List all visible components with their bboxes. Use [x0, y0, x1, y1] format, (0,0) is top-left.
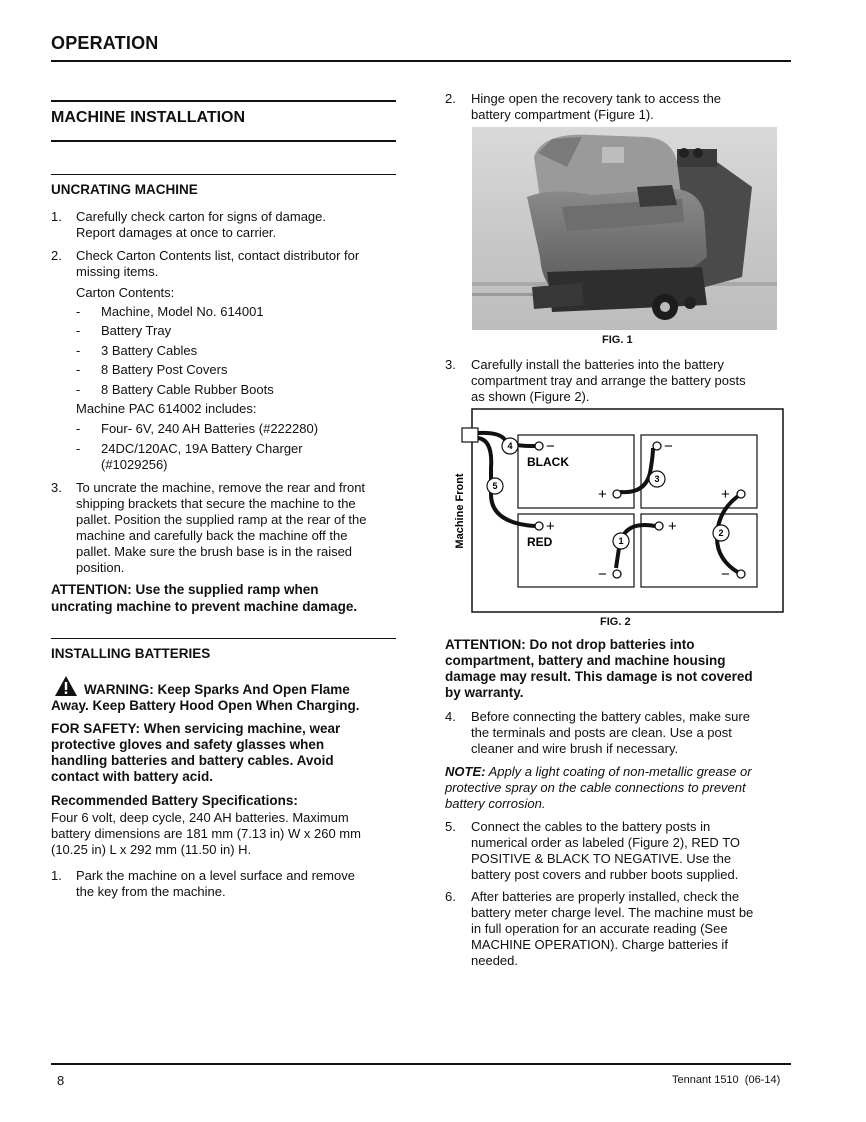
note-text: Apply a light coating of non-metallic grease or: [485, 764, 752, 779]
list-dash: -: [76, 304, 81, 319]
list-item: Battery Tray: [101, 323, 172, 338]
attention-line: compartment, battery and machine housing: [445, 653, 726, 668]
step-text: shipping brackets that secure the machine to the: [76, 496, 356, 511]
list-item: 8 Battery Cable Rubber Boots: [101, 382, 274, 397]
note-text: protective spray on the cable connections to prevent: [445, 780, 746, 795]
step-text: position.: [76, 560, 125, 575]
step-number: 4.: [445, 709, 456, 724]
spec-text: [51, 810, 361, 858]
installing-rule: [51, 638, 396, 639]
post: [535, 442, 543, 450]
post: [737, 570, 745, 578]
cable-number: 2: [718, 528, 724, 538]
step-text: Check Carton Contents list, contact distributor for: [76, 248, 360, 263]
header-rule: [51, 60, 791, 62]
step-text: the key from the machine.: [76, 884, 226, 899]
section-rule-bottom: [51, 140, 396, 142]
step-number: 3.: [51, 480, 62, 495]
attention-line: uncrating machine to prevent machine damage.: [51, 599, 358, 614]
minus-sign: −: [721, 566, 730, 583]
step-text: machine and carefully back the machine off the: [76, 528, 348, 543]
spec-line: Four 6 volt, deep cycle, 240 AH batteries. Maximum: [51, 810, 349, 825]
step-number: 1.: [51, 209, 62, 224]
list-item: 3 Battery Cables: [101, 343, 198, 358]
warning-block: [51, 682, 360, 714]
step-text: battery compartment (Figure 1).: [471, 107, 654, 122]
attention-line: damage may result. This damage is not covered: [445, 669, 753, 684]
spec-title: Recommended Battery Specifications:: [51, 793, 298, 808]
list-item: 24DC/120AC, 19A Battery Charger: [101, 441, 303, 456]
step-text: After batteries are properly installed, check the: [471, 889, 740, 904]
minus-sign: −: [598, 566, 607, 583]
figure-2-caption: FIG. 2: [600, 616, 631, 628]
list-item: (#1029256): [101, 457, 168, 472]
page-number: 8: [57, 1073, 65, 1088]
step-text: cleaner and wire brush if necessary.: [471, 741, 679, 756]
step-number: 3.: [445, 357, 456, 372]
step-text: as shown (Figure 2).: [471, 389, 590, 404]
attention-line: by warranty.: [445, 685, 524, 700]
attention-line: ATTENTION: Do not drop batteries into: [445, 637, 695, 652]
post: [737, 490, 745, 498]
attention-line: ATTENTION: Use the supplied ramp when: [51, 582, 319, 597]
cable-number: 1: [618, 536, 624, 546]
warning-line: WARNING: Keep Sparks And Open Flame: [84, 682, 350, 697]
battery-wiring-diagram: [445, 408, 785, 614]
post: [653, 442, 661, 450]
pac-label: Machine PAC 614002 includes:: [76, 401, 257, 416]
step-number: 5.: [445, 819, 456, 834]
figure-1-photo: [472, 127, 777, 330]
step-text: To uncrate the machine, remove the rear and front: [76, 480, 366, 495]
section-rule-top: [51, 100, 396, 102]
list-item: 8 Battery Post Covers: [101, 362, 228, 377]
warning-line: Away. Keep Battery Hood Open When Charging.: [51, 698, 360, 713]
note-text: battery corrosion.: [445, 796, 546, 811]
step-text: Park the machine on a level surface and remove: [76, 868, 355, 883]
minus-sign: −: [664, 438, 673, 455]
installing-heading: INSTALLING BATTERIES: [51, 646, 211, 661]
post: [613, 490, 621, 498]
spec-line: battery dimensions are 181 mm (7.13 in) W x 260 mm: [51, 826, 361, 841]
spec-line: (10.25 in) L x 292 mm (11.50 in) H.: [51, 842, 252, 857]
step-text: pallet. Position the supplied ramp at the rear of the: [76, 512, 367, 527]
step-text: in full operation for an accurate reading (See: [471, 921, 728, 936]
step-text: Carefully check carton for signs of damage.: [76, 209, 327, 224]
red-label: RED: [527, 535, 553, 549]
step-text: Connect the cables to the battery posts in: [471, 819, 711, 834]
list-dash: -: [76, 421, 81, 436]
cable-number: 4: [507, 441, 513, 451]
uncrating-rule: [51, 174, 396, 175]
document-id: Tennant 1510 (06-14): [672, 1074, 781, 1086]
black-label: BLACK: [527, 455, 569, 469]
step-number: 2.: [51, 248, 62, 263]
safety-line: protective gloves and safety glasses when: [51, 737, 325, 752]
step-number: 2.: [445, 91, 456, 106]
uncrating-attention: [51, 582, 357, 615]
step-text: Hinge open the recovery tank to access the: [471, 91, 722, 106]
step-text: pallet. Make sure the brush base is in the raised: [76, 544, 353, 559]
list-item: Four- 6V, 240 AH Batteries (#222280): [101, 421, 319, 436]
list-item: Machine, Model No. 614001: [101, 304, 264, 319]
step-text: missing items.: [76, 264, 159, 279]
cable-number: 3: [654, 474, 660, 484]
minus-sign: −: [546, 438, 555, 455]
note-block: [445, 764, 752, 812]
step-text: MACHINE OPERATION). Charge batteries if: [471, 937, 728, 952]
list-dash: -: [76, 382, 81, 397]
list-dash: -: [76, 343, 81, 358]
connector-box: [462, 428, 478, 442]
post: [535, 522, 543, 530]
safety-block: [51, 721, 340, 785]
list-dash: -: [76, 323, 81, 338]
step-text: needed.: [471, 953, 518, 968]
safety-line: contact with battery acid.: [51, 769, 214, 784]
post: [613, 570, 621, 578]
step-text: Carefully install the batteries into the battery: [471, 357, 724, 372]
step-text: compartment tray and arrange the battery posts: [471, 373, 746, 388]
cable-number: 5: [492, 481, 498, 491]
list-dash: -: [76, 362, 81, 377]
right-attention: [445, 637, 753, 701]
page-header-title: OPERATION: [51, 33, 159, 53]
note-label: NOTE:: [445, 764, 486, 779]
step-text: Before connecting the battery cables, make sure: [471, 709, 750, 724]
step-text: the terminals and posts are clean. Use a post: [471, 725, 732, 740]
figure-1-caption: FIG. 1: [602, 334, 633, 346]
machine-front-label: Machine Front: [454, 473, 466, 549]
step-text: POSITIVE & BLACK TO NEGATIVE. Use the: [471, 851, 732, 866]
list-dash: -: [76, 441, 81, 456]
step-text: numerical order as labeled (Figure 2), RED TO: [471, 835, 741, 850]
carton-contents-label: Carton Contents:: [76, 285, 175, 300]
safety-line: FOR SAFETY: When servicing machine, wear: [51, 721, 341, 736]
step-number: 1.: [51, 868, 62, 883]
plus-sign: +: [721, 486, 730, 503]
step-text: battery meter charge level. The machine must be: [471, 905, 754, 920]
plus-sign: +: [598, 486, 607, 503]
machine-installation-heading: MACHINE INSTALLATION: [51, 109, 246, 126]
footer-rule: [51, 1063, 791, 1065]
uncrating-heading: UNCRATING MACHINE: [51, 182, 198, 197]
plus-sign: +: [546, 518, 555, 535]
step-number: 6.: [445, 889, 456, 904]
post: [655, 522, 663, 530]
step-text: battery post covers and rubber boots supplied.: [471, 867, 739, 882]
step-text: Report damages at once to carrier.: [76, 225, 277, 240]
safety-line: handling batteries and battery cables. Avoid: [51, 753, 334, 768]
plus-sign: +: [668, 518, 677, 535]
